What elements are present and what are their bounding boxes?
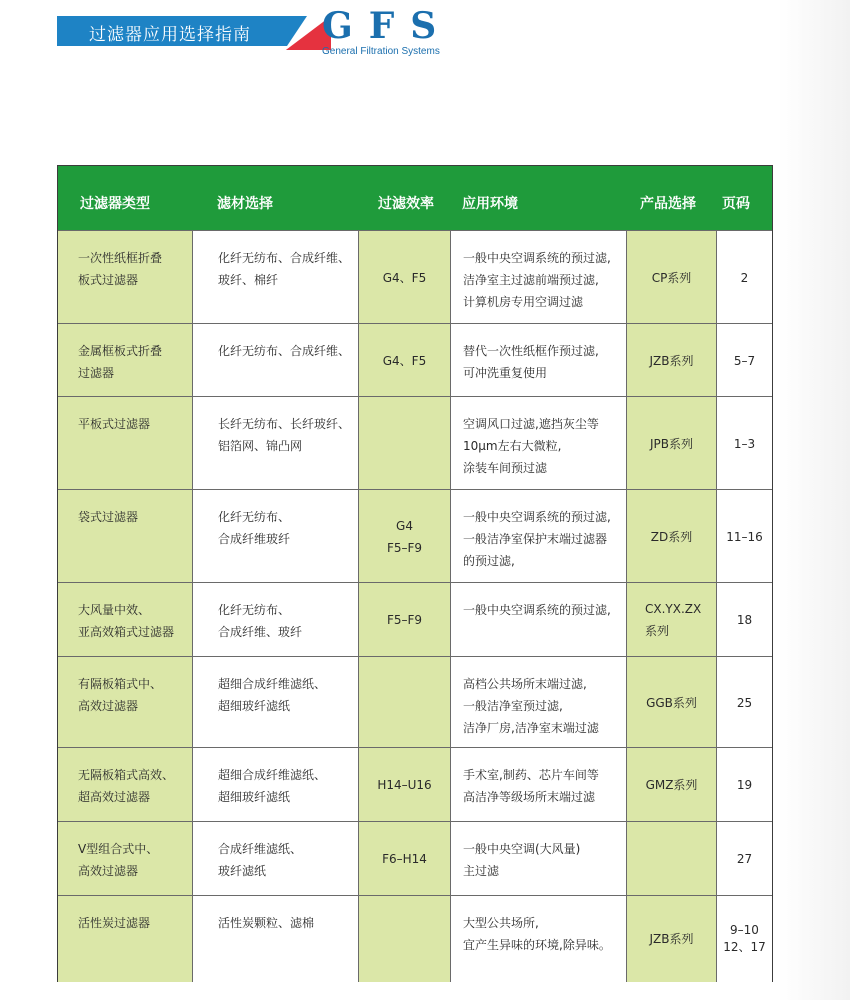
title-banner xyxy=(57,16,307,46)
cell-filter-type: 无隔板箱式高效、 超高效过滤器 xyxy=(58,748,192,822)
cell-efficiency: H14–U16 xyxy=(358,748,450,822)
cell-product: JPB系列 xyxy=(626,397,716,490)
cell-media: 化纤无纺布、合成纤维、 玻纤、棉纤 xyxy=(192,231,358,324)
cell-filter-type: 金属框板式折叠 过滤器 xyxy=(58,324,192,397)
cell-efficiency xyxy=(358,657,450,748)
cell-page: 5–7 xyxy=(716,324,772,397)
header-page: 页码 xyxy=(722,196,750,212)
cell-product: GGB系列 xyxy=(626,657,716,748)
cell-filter-type: 活性炭过滤器 xyxy=(58,896,192,982)
cell-efficiency: G4 F5–F9 xyxy=(358,490,450,583)
cell-media: 长纤无纺布、长纤玻纤、 铝箔网、锦凸网 xyxy=(192,397,358,490)
table-row xyxy=(58,582,772,657)
cell-product: JZB系列 xyxy=(626,896,716,982)
cell-product: CP系列 xyxy=(626,231,716,324)
cell-media: 化纤无纺布、 合成纤维玻纤 xyxy=(192,490,358,583)
cell-application: 空调风口过滤,遮挡灰尘等 10μm左右大微粒, 涂装车间预过滤 xyxy=(450,397,626,490)
header-media: 滤材选择 xyxy=(217,196,273,212)
cell-application: 替代一次性纸框作预过滤, 可冲洗重复使用 xyxy=(450,324,626,397)
cell-product: ZD系列 xyxy=(626,490,716,583)
cell-page: 2 xyxy=(716,231,772,324)
cell-application: 高档公共场所末端过滤, 一般洁净室预过滤, 洁净厂房,洁净室末端过滤 xyxy=(450,657,626,748)
cell-page: 25 xyxy=(716,657,772,748)
table-row xyxy=(58,489,772,583)
cell-efficiency: G4、F5 xyxy=(358,231,450,324)
cell-filter-type: 平板式过滤器 xyxy=(58,397,192,490)
page-edge-shade xyxy=(778,0,850,1000)
header-filter-type: 过滤器类型 xyxy=(80,196,150,212)
cell-media: 超细合成纤维滤纸、 超细玻纤滤纸 xyxy=(192,657,358,748)
cell-page: 9–10 12、17 xyxy=(716,896,772,982)
cell-media: 化纤无纺布、合成纤维、 xyxy=(192,324,358,397)
cell-product: GMZ系列 xyxy=(626,748,716,822)
header-application: 应用环境 xyxy=(462,196,518,212)
cell-efficiency xyxy=(358,896,450,982)
cell-efficiency: G4、F5 xyxy=(358,324,450,397)
table-row xyxy=(58,656,772,748)
table-header xyxy=(58,166,772,230)
banner-title: 过滤器应用选择指南 xyxy=(89,25,251,45)
cell-filter-type: 袋式过滤器 xyxy=(58,490,192,583)
cell-media: 活性炭颗粒、滤棉 xyxy=(192,896,358,982)
logo-mark: GFS xyxy=(322,5,453,47)
cell-page: 19 xyxy=(716,748,772,822)
logo-subtitle: General Filtration Systems xyxy=(322,46,440,57)
table-row xyxy=(58,323,772,397)
cell-page: 11–16 xyxy=(716,490,772,583)
cell-filter-type: 有隔板箱式中、 高效过滤器 xyxy=(58,657,192,748)
cell-page: 27 xyxy=(716,822,772,896)
cell-product: JZB系列 xyxy=(626,324,716,397)
cell-media: 合成纤维滤纸、 玻纤滤纸 xyxy=(192,822,358,896)
table-row xyxy=(58,895,772,982)
cell-application: 一般中央空调系统的预过滤, 一般洁净室保护末端过滤器 的预过滤, xyxy=(450,490,626,583)
cell-application: 一般中央空调系统的预过滤, xyxy=(450,583,626,657)
table-row xyxy=(58,396,772,490)
cell-application: 一般中央空调(大风量) 主过滤 xyxy=(450,822,626,896)
cell-application: 大型公共场所, 宜产生异味的环境,除异味。 xyxy=(450,896,626,982)
filter-selection-table xyxy=(57,165,773,982)
cell-filter-type: V型组合式中、 高效过滤器 xyxy=(58,822,192,896)
cell-media: 超细合成纤维滤纸、 超细玻纤滤纸 xyxy=(192,748,358,822)
table-row xyxy=(58,821,772,896)
cell-media: 化纤无纺布、 合成纤维、玻纤 xyxy=(192,583,358,657)
cell-application: 手术室,制药、芯片车间等 高洁净等级场所末端过滤 xyxy=(450,748,626,822)
cell-efficiency: F5–F9 xyxy=(358,583,450,657)
gfs-logo xyxy=(322,5,453,57)
header-product: 产品选择 xyxy=(640,196,696,212)
cell-application: 一般中央空调系统的预过滤, 洁净室主过滤前端预过滤, 计算机房专用空调过滤 xyxy=(450,231,626,324)
header-efficiency: 过滤效率 xyxy=(378,196,434,212)
cell-product: CX.YX.ZX 系列 xyxy=(626,583,716,657)
table-row xyxy=(58,747,772,822)
cell-filter-type: 大风量中效、 亚高效箱式过滤器 xyxy=(58,583,192,657)
cell-page: 1–3 xyxy=(716,397,772,490)
cell-product xyxy=(626,822,716,896)
cell-efficiency xyxy=(358,397,450,490)
cell-efficiency: F6–H14 xyxy=(358,822,450,896)
cell-page: 18 xyxy=(716,583,772,657)
table-row xyxy=(58,230,772,324)
cell-filter-type: 一次性纸框折叠 板式过滤器 xyxy=(58,231,192,324)
